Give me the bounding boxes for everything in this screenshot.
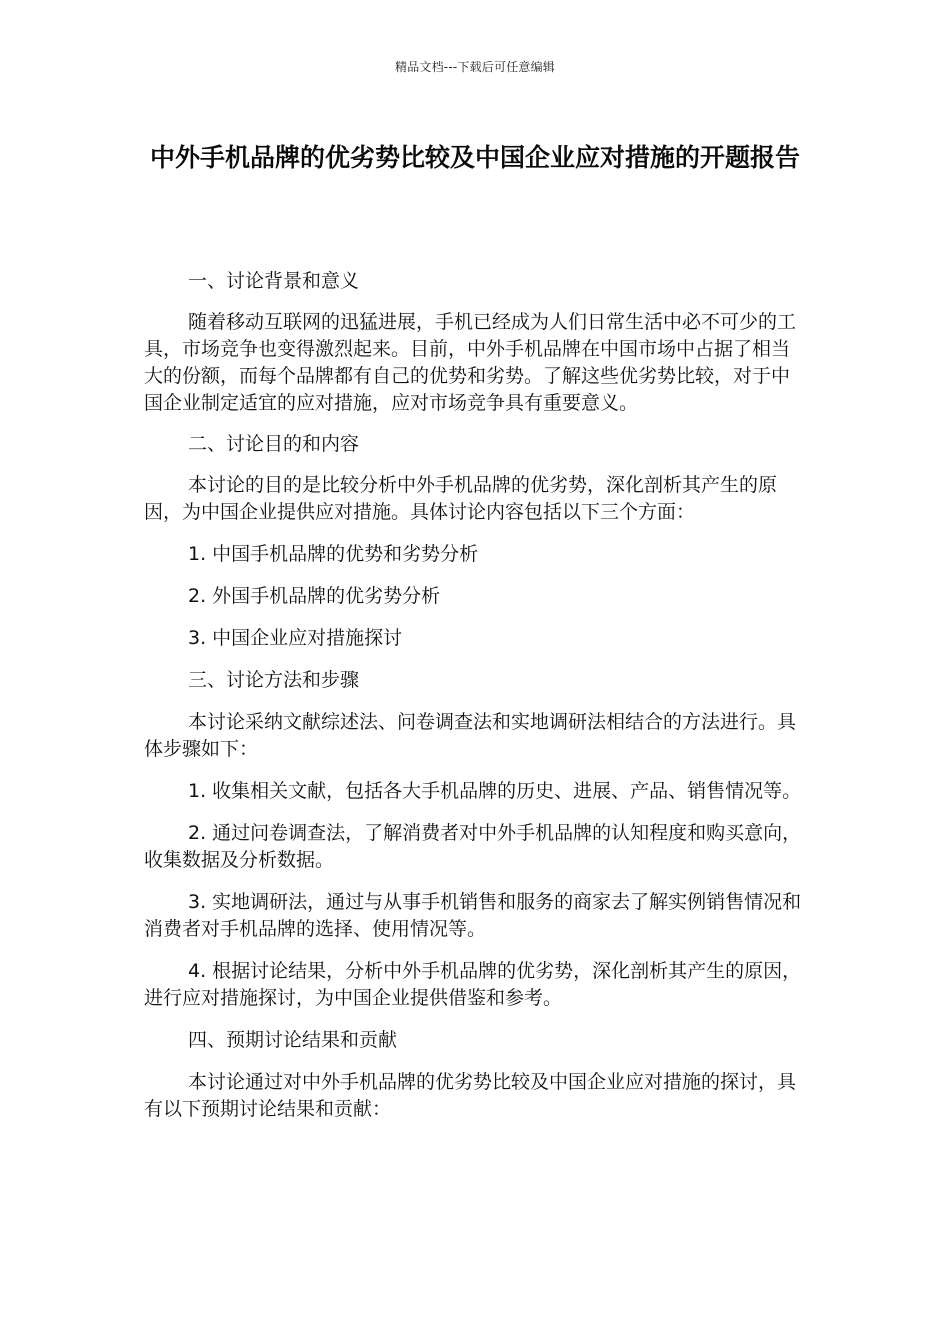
paragraph-purpose: 本讨论的目的是比较分析中外手机品牌的优劣势，深化剖析其产生的原因，为中国企业提供应对措施。具体讨论内容包括以下三个方面： xyxy=(144,474,778,523)
list-item-content-1: 1. 中国手机品牌的优势和劣势分析 xyxy=(188,543,479,565)
list-item-step-1: 1. 收集相关文献，包括各大手机品牌的历史、进展、产品、销售情况等。 xyxy=(188,780,802,802)
list-item-step-2: 2. 通过问卷调查法，了解消费者对中外手机品牌的认知程度和购买意向，收集数据及分析数据。 xyxy=(144,822,802,871)
list-item-step-4: 4. 根据讨论结果，分析中外手机品牌的优劣势，深化剖析其产生的原因，进行应对措施探讨，为中国企业提供借鉴和参考。 xyxy=(144,960,802,1009)
document-body xyxy=(144,268,804,1123)
section-heading-background: 一、讨论背景和意义 xyxy=(188,270,360,292)
section-heading-method: 三、讨论方法和步骤 xyxy=(188,669,360,691)
header-note: 精品文档---下载后可任意编辑 xyxy=(395,60,555,74)
paragraph-background: 随着移动互联网的迅猛进展，手机已经成为人们日常生活中必不可少的工具，市场竞争也变得激烈起来。目前，中外手机品牌在中国市场中占据了相当大的份额，而每个品牌都有自己的优势和劣势。了解这些优劣势比较，对于中国企业制定适宜的应对措施，应对市场竞争具有重要意义。 xyxy=(144,311,797,414)
section-heading-purpose: 二、讨论目的和内容 xyxy=(188,433,360,455)
section-heading-results: 四、预期讨论结果和贡献 xyxy=(188,1029,398,1051)
list-item-content-2: 2. 外国手机品牌的优劣势分析 xyxy=(188,585,441,607)
paragraph-results: 本讨论通过对中外手机品牌的优劣势比较及中国企业应对措施的探讨，具有以下预期讨论结果和贡献： xyxy=(144,1071,797,1120)
paragraph-method: 本讨论采纳文献综述法、问卷调查法和实地调研法相结合的方法进行。具体步骤如下： xyxy=(144,711,797,760)
list-item-content-3: 3. 中国企业应对措施探讨 xyxy=(188,627,403,649)
list-item-step-3: 3. 实地调研法，通过与从事手机销售和服务的商家去了解实例销售情况和消费者对手机品牌的选择、使用情况等。 xyxy=(144,891,802,940)
document-title: 中外手机品牌的优劣势比较及中国企业应对措施的开题报告 xyxy=(149,143,800,172)
